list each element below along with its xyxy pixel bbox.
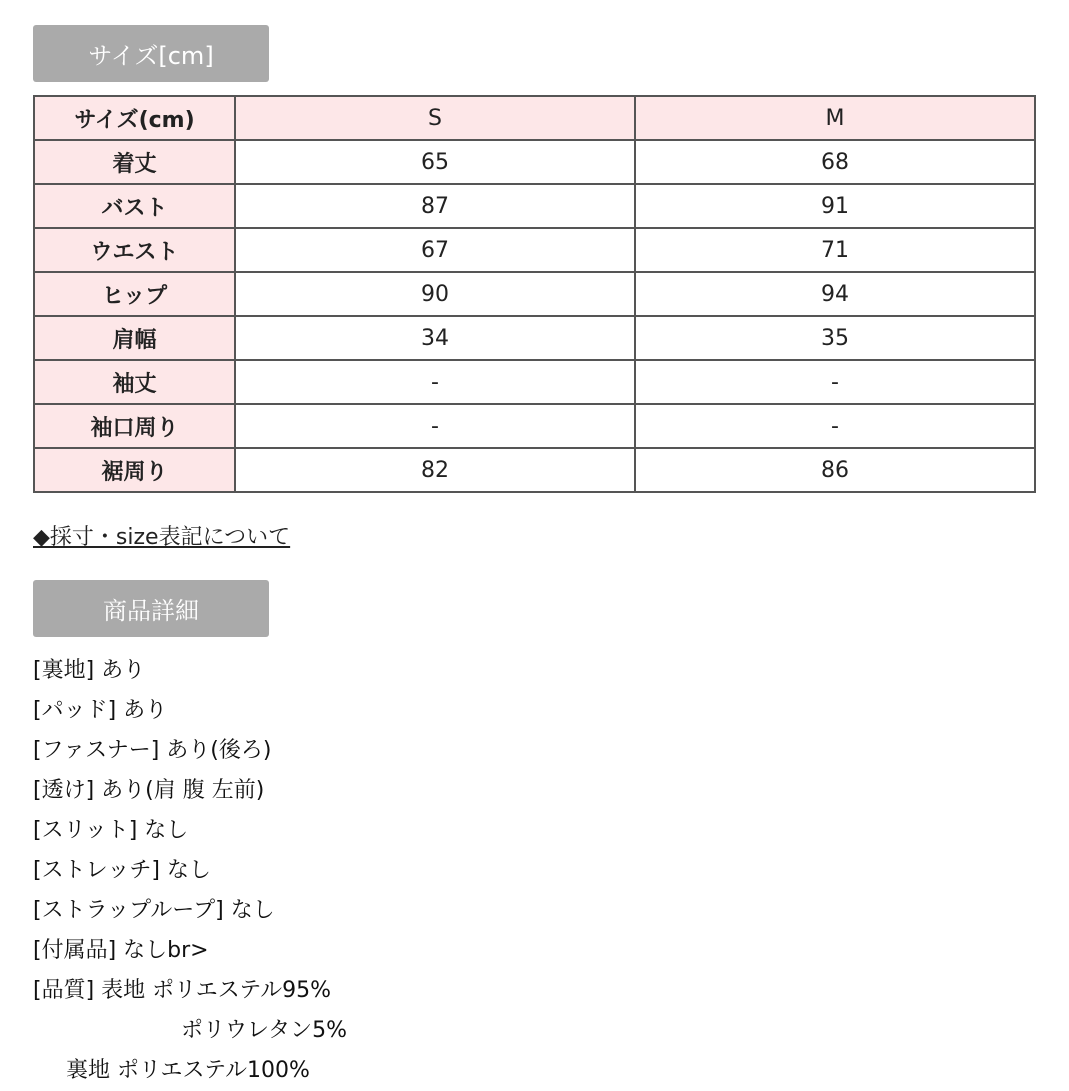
detail-line-material-2: ポリウレタン5% [181,1018,348,1043]
detail-line-pad: [パッド] あり [33,698,168,723]
table-row [34,448,1035,492]
header-size-m: M [635,96,1035,140]
size-table [33,95,1036,493]
table-row [34,316,1035,360]
detail-section-header: 商品詳細 [33,580,269,637]
cell-m: 86 [635,448,1035,492]
table-row [34,184,1035,228]
cell-m: 94 [635,272,1035,316]
cell-m: 68 [635,140,1035,184]
table-row [34,228,1035,272]
cell-m: 35 [635,316,1035,360]
row-label: 袖丈 [34,360,235,404]
detail-line-zipper: [ファスナー] あり(後ろ) [33,738,272,763]
header-label: サイズ(cm) [34,96,235,140]
cell-s: 65 [235,140,635,184]
row-label: 裾周り [34,448,235,492]
row-label: 袖口周り [34,404,235,448]
row-label: 着丈 [34,140,235,184]
row-label: 肩幅 [34,316,235,360]
cell-m: - [635,360,1035,404]
cell-m: 71 [635,228,1035,272]
size-table-header-row [34,96,1035,140]
detail-line-material: [品質] 表地 ポリエステル95% [33,978,332,1003]
row-label: バスト [34,184,235,228]
detail-line-slit: [スリット] なし [33,818,189,843]
cell-s: 34 [235,316,635,360]
table-row [34,404,1035,448]
cell-m: 91 [635,184,1035,228]
detail-line-lining-material: 裏地 ポリエステル100% [66,1058,310,1083]
row-label: ヒップ [34,272,235,316]
table-row [34,272,1035,316]
detail-line-lining: [裏地] あり [33,658,146,683]
detail-line-strap-loop: [ストラップループ] なし [33,898,275,923]
cell-m: - [635,404,1035,448]
cell-s: 82 [235,448,635,492]
size-guide-link[interactable]: ◆採寸・size表記について [33,525,291,550]
table-row [34,140,1035,184]
detail-line-stretch: [ストレッチ] なし [33,858,211,883]
cell-s: - [235,404,635,448]
product-details-list [33,651,347,1091]
table-row [34,360,1035,404]
row-label: ウエスト [34,228,235,272]
cell-s: - [235,360,635,404]
size-section-header: サイズ[cm] [33,25,269,82]
detail-line-sheer: [透け] あり(肩 腹 左前) [33,778,265,803]
header-size-s: S [235,96,635,140]
cell-s: 90 [235,272,635,316]
cell-s: 67 [235,228,635,272]
detail-line-accessories: [付属品] なしbr> [33,938,209,963]
cell-s: 87 [235,184,635,228]
